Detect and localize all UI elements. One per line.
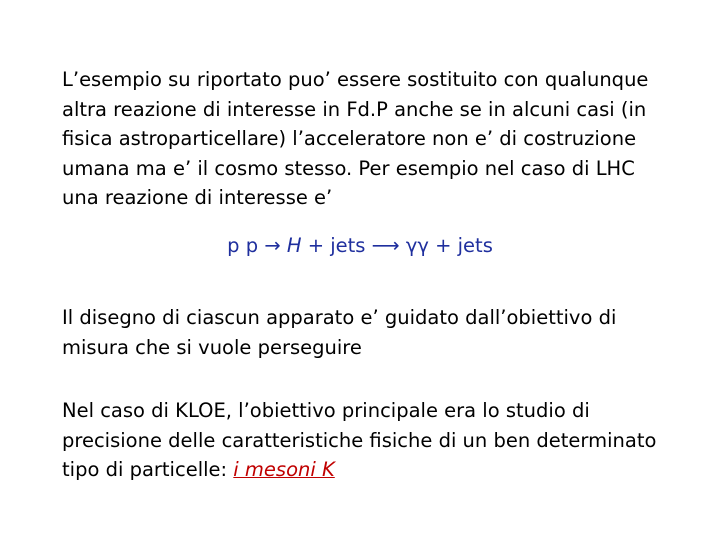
text-line: precisione delle caratteristiche fisiche di un ben determinato (62, 428, 657, 452)
text-line (62, 455, 672, 485)
kaon-mesons-highlight: i mesoni K (233, 458, 335, 481)
formula-suffix: + jets ⟶ γγ + jets (301, 234, 493, 257)
text-line: L’esempio su riportato puo’ essere sostituito con qualunque (62, 68, 649, 91)
formula-prefix: p p → (227, 234, 287, 257)
text-line: Nel caso di KLOE, l’obiettivo principale era lo studio di (62, 399, 590, 422)
paragraph-apparatus-design (62, 303, 672, 362)
last-line-prefix: tipo di particelle: (62, 458, 234, 481)
text-line: Il disegno di ciascun apparato e’ guidato dall’obiettivo di (62, 306, 617, 329)
paragraph-kloe-objective (62, 396, 672, 485)
formula-higgs-symbol: H (286, 234, 302, 257)
text-line: misura che si vuole perseguire (62, 335, 362, 359)
text-line: altra reazione di interesse in Fd.P anche se in alcuni casi (in (62, 97, 647, 121)
reaction-formula (0, 231, 720, 261)
paragraph-lhc-example (62, 65, 672, 213)
text-line: una reazione di interesse e’ (62, 186, 333, 209)
text-line: umana ma e’ il cosmo stesso. Per esempio nel caso di LHC (62, 156, 635, 180)
text-line: fisica astroparticellare) l’acceleratore non e’ di costruzione (62, 127, 637, 150)
